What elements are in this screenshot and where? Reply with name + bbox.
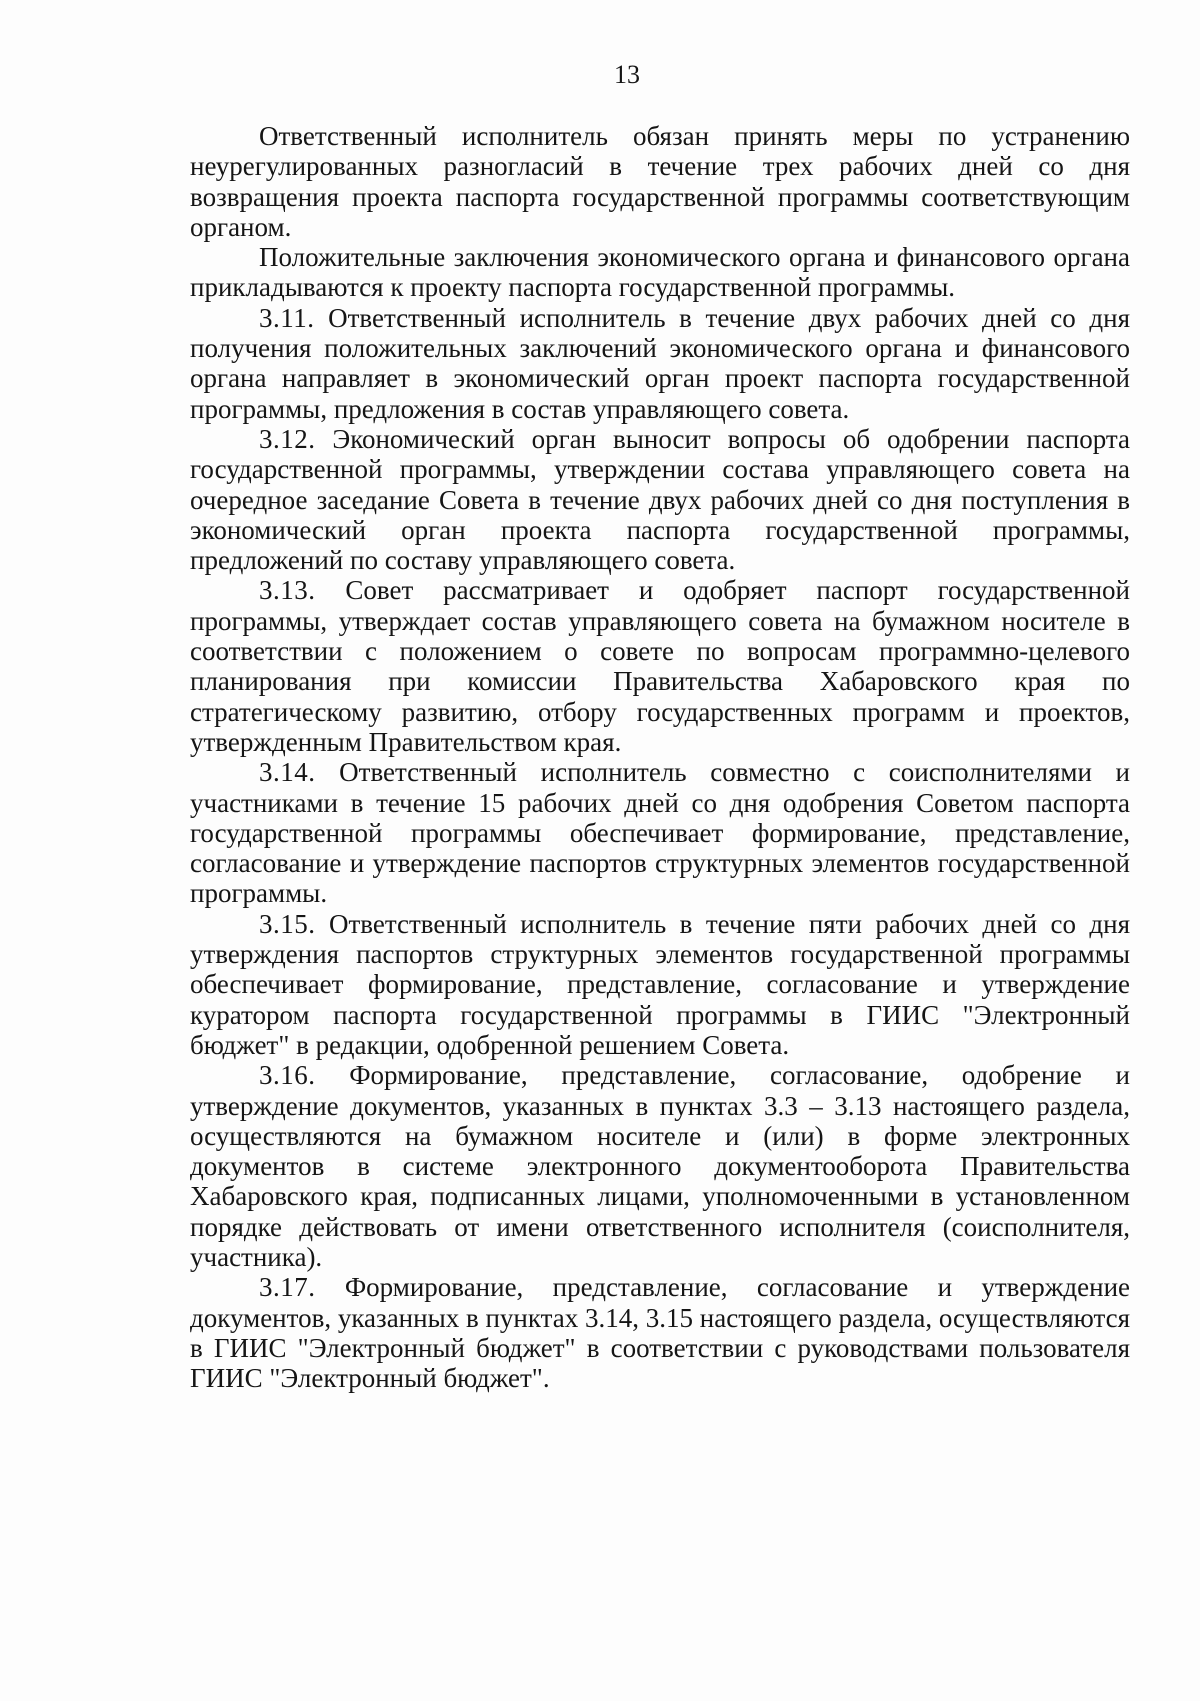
paragraph-resolve-disagreements xyxy=(190,121,1130,242)
paragraph-3-13 xyxy=(190,575,1130,757)
paragraph-number: 3.12. xyxy=(259,423,316,454)
paragraph-text: Положительные заключения экономического органа и финансового органа прикладываются к проекту паспорта государственной программы. xyxy=(190,242,1130,303)
paragraph-text: Совет рассматривает и одобряет паспорт государственной программы, утверждает состав управляющего совета на бумажном носителе в соответствии с положением о совете по вопросам программно-целевого планирования при комиссии Правительства Хабаровского края по стратегическому развитию, отбору государственных программ и проектов, утвержденным Правительством края. xyxy=(190,575,1130,757)
paragraph-text: Экономический орган выносит вопросы об одобрении паспорта государственной программы, утверждении состава управляющего совета на очередное заседание Совета в течение двух рабочих дней со дня поступления в экономический орган проекта паспорта государственной программы, предложений по составу управляющего совета. xyxy=(190,423,1131,576)
paragraph-3-15 xyxy=(190,909,1130,1060)
paragraph-text: Формирование, представление, согласование, одобрение и утверждение документов, указанных в пунктах 3.3 – 3.13 настоящего раздела, осуществляются на бумажном носителе и (или) в форме электронных документов в системе электронного документооборота Правительства Хабаровского края, подписанных лицами, уполномоченными в установленном порядке действовать от имени ответственного исполнителя (соисполнителя, участника). xyxy=(190,1060,1130,1272)
paragraph-text: Ответственный исполнитель обязан принять меры по устранению неурегулированных разногласий в течение трех рабочих дней со дня возвращения проекта паспорта государственной программы соответствующим органом. xyxy=(190,121,1130,242)
paragraph-3-17 xyxy=(190,1272,1130,1393)
paragraph-number: 3.15. xyxy=(259,908,316,939)
paragraph-text: Ответственный исполнитель в течение двух рабочих дней со дня получения положительных заключений экономического органа и финансового органа направляет в экономический орган проект паспорта государственной программы, предложения в состав управляющего совета. xyxy=(190,302,1130,424)
paragraph-number: 3.17. xyxy=(259,1272,316,1303)
paragraph-number: 3.14. xyxy=(259,757,316,788)
page-number: 13 xyxy=(614,60,640,89)
paragraph-text: Ответственный исполнитель совместно с соисполнителями и участниками в течение 15 рабочих дней со дня одобрения Советом паспорта государственной программы обеспечивает формирование, представление, согласование и утверждение паспортов структурных элементов государственной программы. xyxy=(190,757,1130,909)
document-body xyxy=(190,121,1130,1393)
paragraph-positive-conclusions xyxy=(190,242,1130,303)
paragraph-number: 3.11. xyxy=(259,302,315,333)
paragraph-3-14 xyxy=(190,757,1130,908)
paragraph-3-12 xyxy=(190,424,1130,575)
paragraph-number: 3.16. xyxy=(259,1060,316,1091)
paragraph-3-16 xyxy=(190,1060,1130,1272)
paragraph-text: Ответственный исполнитель в течение пяти рабочих дней со дня утверждения паспортов структурных элементов государственной программы обеспечивает формирование, представление, согласование и утверждение куратором паспорта государственной программы в ГИИС "Электронный бюджет" в редакции, одобренной решением Совета. xyxy=(190,908,1131,1060)
paragraph-3-11 xyxy=(190,303,1130,424)
paragraph-text: Формирование, представление, согласование и утверждение документов, указанных в пунктах 3.14, 3.15 настоящего раздела, осуществляются в ГИИС "Электронный бюджет" в соответствии с руководствами пользователя ГИИС "Электронный бюджет". xyxy=(190,1272,1131,1394)
paragraph-number: 3.13. xyxy=(259,575,316,606)
